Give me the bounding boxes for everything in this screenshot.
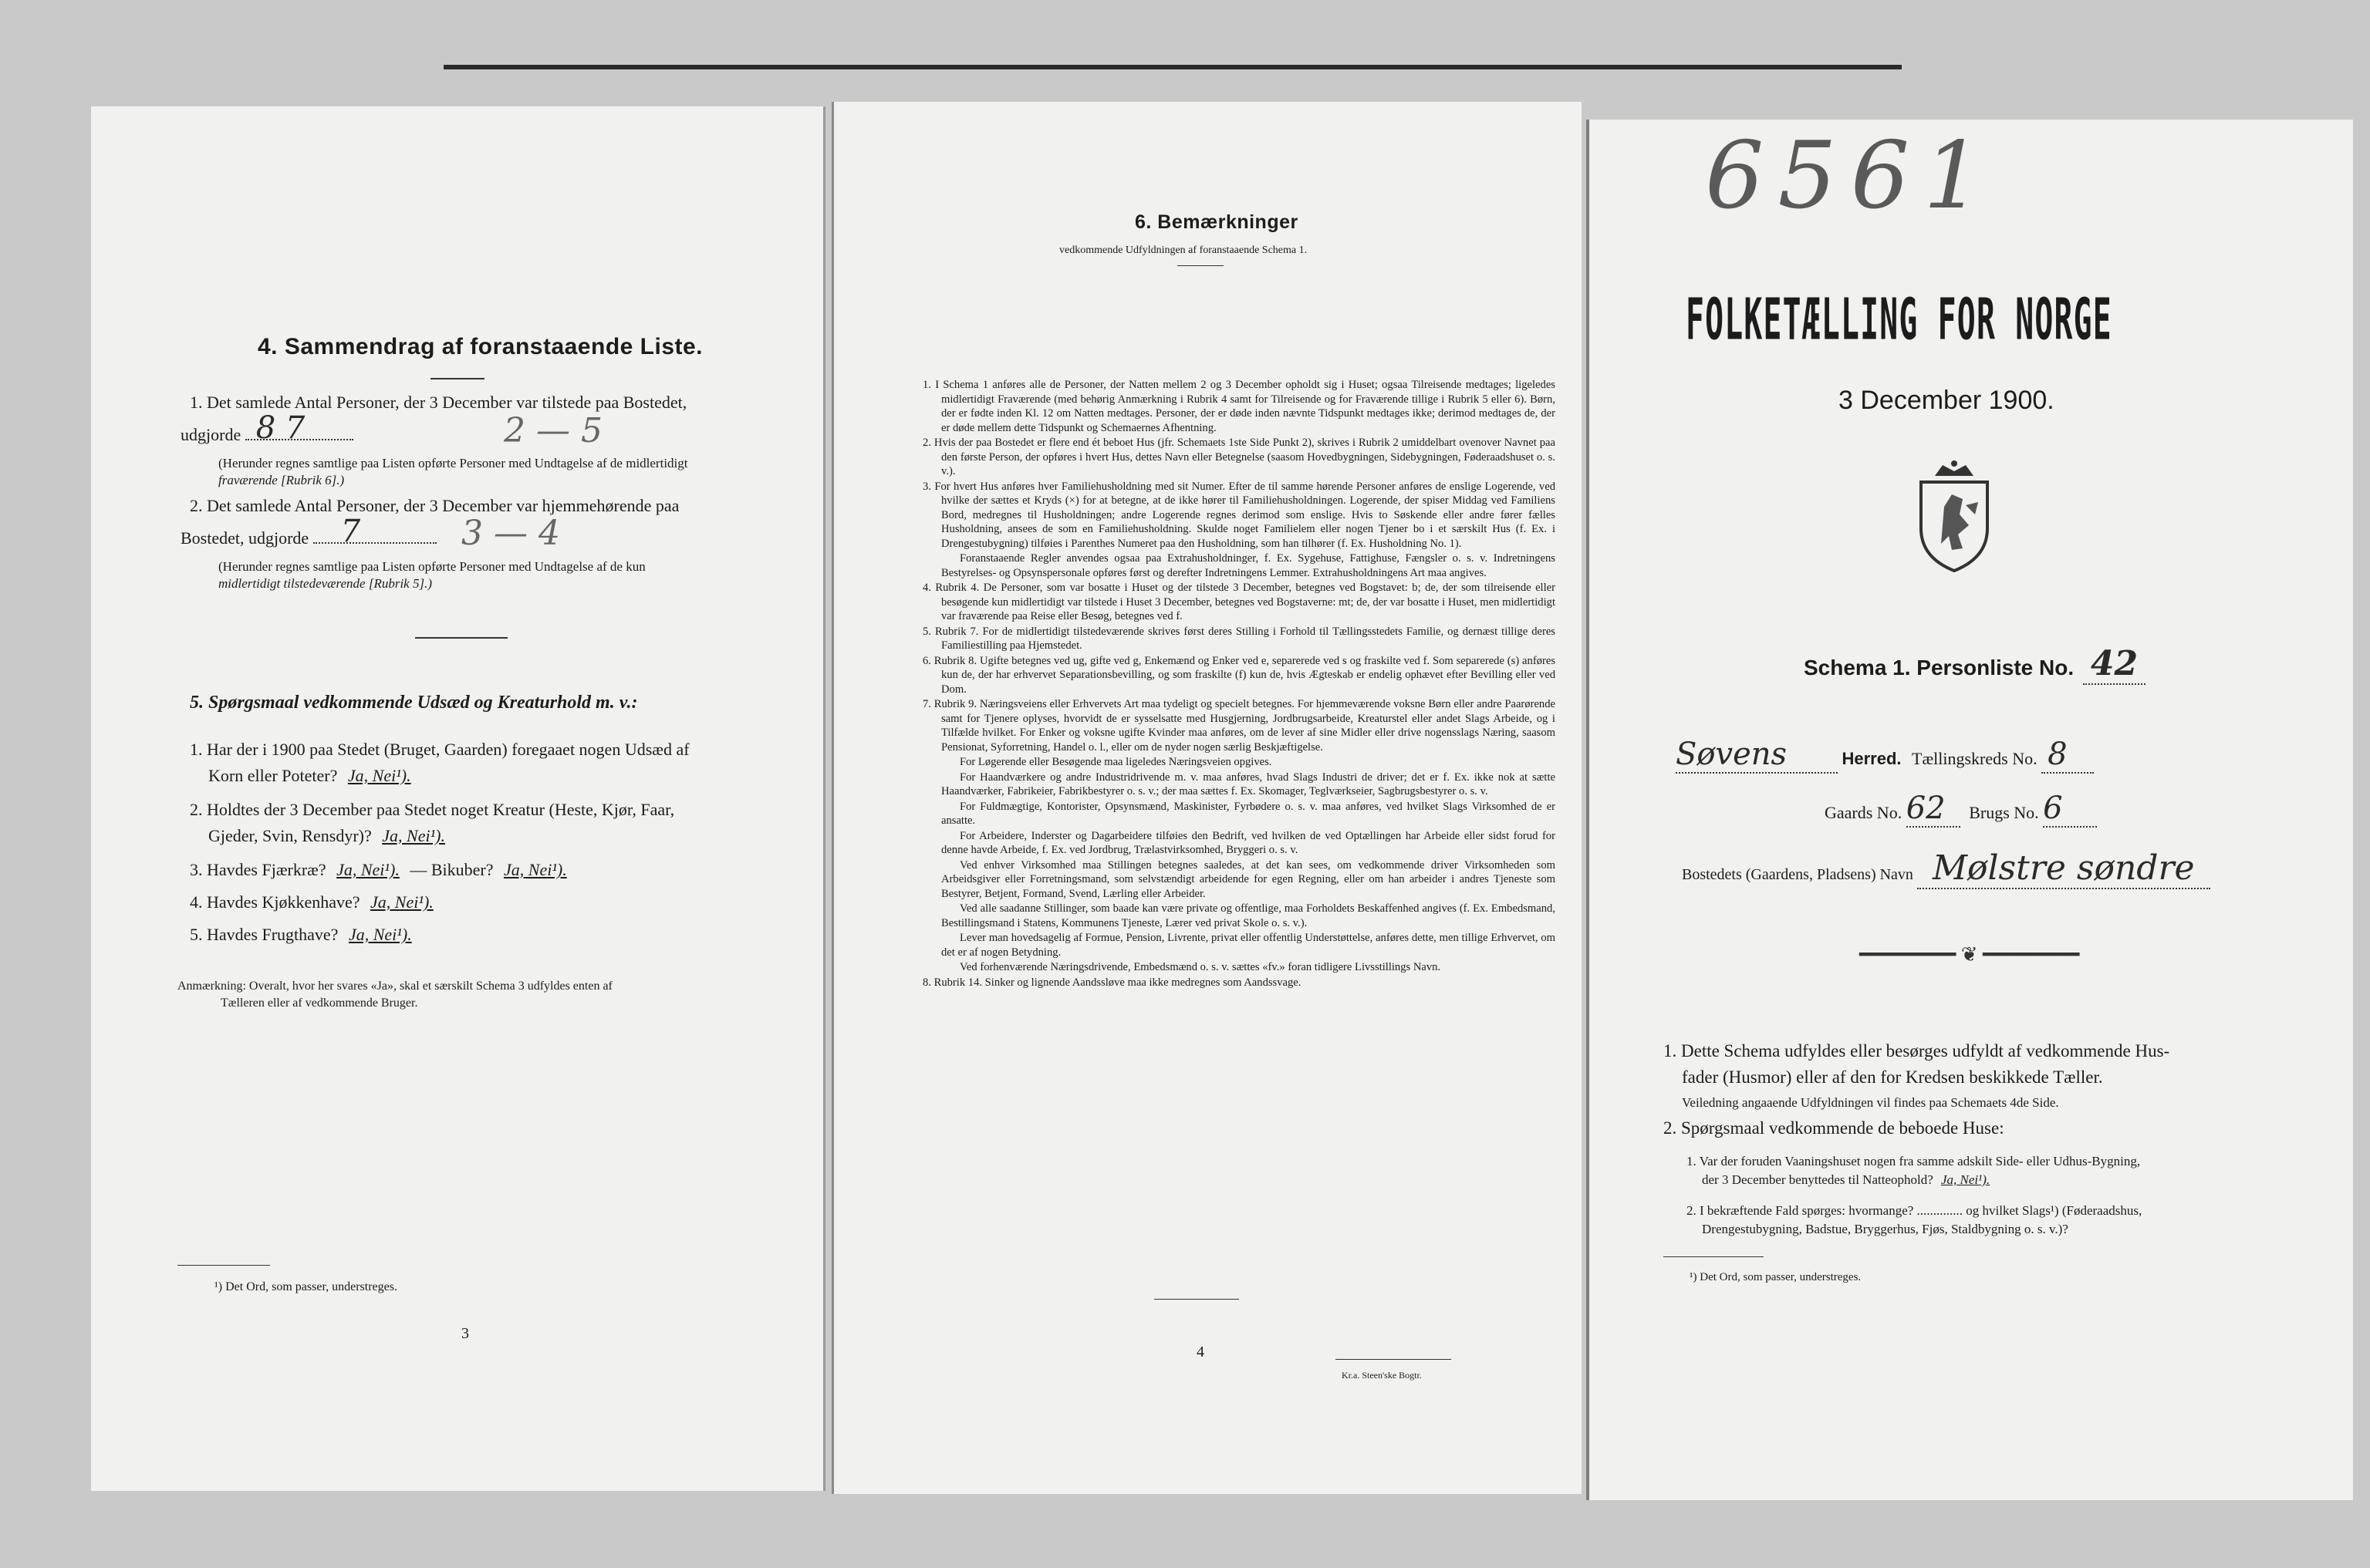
s5-q1-row [208,762,411,790]
gaards-row [1825,791,2097,828]
taellingskreds-value: 8 [2041,737,2094,774]
page-4 [832,102,1582,1494]
remarks-body [923,378,1555,990]
s5-q3b-answer: Ja, Nei¹). [504,860,567,879]
remark-paragraph: 6. Rubrik 8. Ugifte betegnes ved ug, gifte ved g, Enkemænd og Enker ved e, separerede ved s og fraskilte ved f. Som separerede (s) anføres kun de, der har erhvervet Separationsbevilling, og som fraskilte (f) kun de, hvis Ægteskab er endelig ophævet efter Bevilling eller ved Dom. [923,654,1555,696]
q2-pencil-note: 3 — 4 [461,514,560,553]
brugs-label: Brugs No. [1969,803,2039,822]
remark-paragraph: 3. For hvert Hus anføres hver Familiehusholdning med sit Numer. Efter de til samme hørende Personer anføres de enslige Logerende, ved hvilke der sættes et Kryds (×) for at betegne, at de ikke hører til Familiehusholdningen. Logerende, der spiser Middag ved Familiens Bord, medregnes til Husholdningen; andre Logerende regnes derimod som enslige. Hvis to Søskende eller andre fører fælles Husholdning, ansees de som en Familiehusholdning. Skulde noget Familielem eller nogen Tjener bo i et særskilt Hus (f. Ex. i Drengestubygning) tilføies i Parenthes Numeret paa den Husholdning, som han tilhører (f. Ex. Husholdning No. 1). [923,480,1555,550]
footnote-rule [177,1265,270,1266]
s5-q5-row [190,921,412,949]
personliste-number: 42 [2083,644,2145,685]
schema-row [1804,644,2145,683]
q2-note-line1: (Herunder regnes samtlige paa Listen opførte Personer med Undtagelse af de kun [218,559,646,574]
remark-paragraph: Lever man hovedsagelig af Formue, Pension, Livrente, privat eller offentlig Understøttelse, anføres dette, men tillige Erhvervet, om det er af nogen Betydning. [941,932,1555,959]
document-title: FOLKETÆLLING FOR NORGE [1686,288,2112,354]
herred-label: Herred. [1842,749,1902,768]
remark-paragraph: For Fuldmægtige, Kontorister, Opsynsmænd, Maskinister, Fyrbødere o. s. v. maa anføres, ved hvilket Slags Virksomhed de er ansatte. [941,800,1555,827]
q2-note-line2: midlertidigt tilstedeværende [Rubrik 5].) [218,576,432,591]
s5-q3-answer: Ja, Nei¹). [336,860,400,879]
q2-handwritten-value: 7 [340,514,361,549]
title-divider [1177,265,1224,266]
bosted-row [1682,848,2210,889]
page-1-cover [1586,120,2353,1500]
instruction-2-q1-row [1702,1172,1990,1189]
s5-q1-text: 1. Har der i 1900 paa Stedet (Bruget, Gaarden) foregaaet nogen Udsæd af [190,740,690,759]
remark-paragraph: For Haandværkere og andre Industridrivende m. v. maa anføres, hvad Slags Industri de driver; det er f. Ex. ikke nok at sætte Haandværker, Fabrikeier, Fabrikbestyrer o. s. v.; der maa sættes f. Ex. Skomager, Teglværkseier, Sagbrugsbestyrer o. s. v. [941,771,1555,797]
s5-q2-label: Gjeder, Svin, Rensdyr)? [208,826,372,845]
remark-paragraph: For Arbeidere, Inderster og Dagarbeidere tilføies den Bedrift, ved hvilken de ved Optællingen har Arbeide eller sidst forud for denne havde Arbeide, f. Ex. ved Jordbrug, Trælastvirksomhed, Bryggeri o. s. v. [941,829,1555,856]
remarks-subtitle: vedkommende Udfyldningen af foranstaaende Schema 1. [1059,244,1308,256]
page-number: 4 [1197,1344,1204,1361]
q1-text: 1. Det samlede Antal Personer, der 3 December var tilstede paa Bostedet, [190,393,687,412]
printers-ornament-icon: ━━━━━━━━ ❦ ━━━━━━━━ [1859,943,2080,966]
taellingskreds-label: Tællingskreds No. [1912,749,2037,768]
s5-q2-answer: Ja, Nei¹). [382,826,445,845]
gaards-value: 62 [1906,791,1960,828]
printer-imprint: Kr.a. Steen'ske Bogtr. [1342,1370,1422,1381]
remark-paragraph: Ved forhenværende Næringsdrivende, Embedsmænd o. s. v. sættes «fv.» foran tidligere Livsstillings Navn. [960,961,1441,973]
instruction-2-q1-label: der 3 December benyttedes til Natteophold? [1702,1172,1933,1187]
title-divider [430,378,484,379]
q2-text: 2. Det samlede Antal Personer, der 3 December var hjemmehørende paa [190,496,680,515]
norwegian-lion-crest-icon [1912,459,1997,575]
herred-row [1676,737,2094,774]
instruction-1-line2: fader (Husmor) eller af den for Kredsen beskikkede Tæller. [1682,1067,2103,1087]
q1-note-line1: (Herunder regnes samtlige paa Listen opførte Personer med Undtagelse af de midlertidigt [218,456,688,470]
q1-label: udgjorde [181,425,241,444]
s5-q2-row [208,822,445,850]
remark-paragraph: Ved alle saadanne Stillinger, som baade kan være private og offentlige, maa Forholdets Beskaffenhed angives (f. Ex. Embedsmand, Bestillingsmand i Statens, Kommunens Tjeneste, Lærer ved privat Skole o. s. v.). [941,902,1555,929]
printer-rule [1335,1359,1451,1360]
remark-line1: Anmærkning: Overalt, hvor her svares «Ja», skal et særskilt Schema 3 udfyldes enten af [177,980,613,993]
s5-q1-answer: Ja, Nei¹). [347,766,411,785]
q2-answer-row [181,514,437,552]
remark-paragraph: Ved enhver Virksomhed maa Stillingen betegnes saaledes, at det kan sees, om vedkommende driver Virksomheden som Arbeidsgiver eller Forretningsmand, som selvstændigt arbeidende for egen Regning, eller om han arbeider i andres Tjeneste som Bestyrer, Betjent, Formand, Svend, Lærling eller Arbeider. [941,858,1555,900]
s5-q3-label: 3. Havdes Fjærkræ? [190,860,326,879]
q1-note-line2: fraværende [Rubrik 6].) [218,473,345,487]
instruction-2-q2-line1: 2. I bekræftende Fald spørges: hvormange? .............. og hvilket Slags¹) (Føderaadshus, [1686,1203,2142,1218]
section-5-title: 5. Spørgsmaal vedkommende Udsæd og Kreaturhold m. v.: [190,693,638,713]
page-3 [91,106,825,1491]
q1-pencil-note: 2 — 5 [504,411,603,450]
gaards-label: Gaards No. [1825,803,1902,822]
remark-paragraph: 4. Rubrik 4. De Personer, som var bosatte i Huset og der tilstede 3 December, betegnes ved Bogstavet: b; de, der som tilreisende eller besøgende kun midlertidigt var tilstede i Huset 3 December, betegnes ved Bogstaverne: mt; de, der var bosatte i Huset, men midlertidigt var fraværende paa Reise eller Besøg, betegnes ved f. [923,582,1555,622]
s5-q4-answer: Ja, Nei¹). [370,892,434,912]
instruction-1-note: Veiledning angaaende Udfyldningen vil findes paa Schemaets 4de Side. [1682,1095,2059,1110]
remark-paragraph: For Løgerende eller Besøgende maa ligeledes Næringsveien opgives. [960,756,1272,768]
s5-q3b-label: — Bikuber? [410,860,494,879]
top-edge-line [444,65,1902,69]
bosted-value: Mølstre søndre [1917,848,2210,889]
s5-q4-label: 4. Havdes Kjøkkenhave? [190,892,360,912]
s5-q3-row [190,856,567,884]
s5-q4-row [190,889,434,916]
instruction-2: 2. Spørgsmaal vedkommende de beboede Huse: [1663,1118,2004,1138]
section-divider [415,637,508,639]
q2-label: Bostedet, udgjorde [181,528,309,548]
schema-label: Schema 1. Personliste No. [1804,656,2075,679]
page-number: 3 [461,1325,469,1342]
q1-handwritten-value: 8 7 [255,410,306,446]
footnote-rule [1663,1256,1764,1257]
archive-number: 6561 [1705,123,1997,230]
s5-q1-label: Korn eller Poteter? [208,766,338,785]
s5-q5-answer: Ja, Nei¹). [348,925,412,944]
remark-paragraph: 2. Hvis der paa Bostedet er flere end ét beboet Hus (jfr. Schemaets 1ste Side Punkt 2), skrives i Rubrik 2 umiddelbart ovenover Navnet paa den første Person, der opføres i hvert Hus, dettes Navn eller Betegnelse (saasom Hovedbygningen, Sidebygningen, Føderaadshuset o. s. v.). [923,437,1555,477]
q2-fill-line [313,514,437,549]
s5-q2-text: 2. Holdtes der 3 December paa Stedet noget Kreatur (Heste, Kjør, Faar, [190,800,675,819]
footnote: ¹) Det Ord, som passer, understreges. [1690,1271,1862,1283]
section-4-title: 4. Sammendrag af foranstaaende Liste. [258,334,704,359]
remark-paragraph: 7. Rubrik 9. Næringsveiens eller Erhvervets Art maa tydeligt og specielt betegnes. For hjemmeværende voksne Børn eller andre Paarørende samt for Tjenere oplyses, hvorvidt de er sysselsatte med Husgjerning, Jordbrugsarbeide, Kreaturstel eller andet Slags Arbeide, og i Tilfælde hvilket. For Enker og voksne ugifte Kvinder maa anføres, om de lever af sine Midler eller drive nogensslags Næring, saasom Pensionat, Syforretning, Handel o. l., eller om de nyder nogen særlig Beskjæftigelse. [923,698,1555,754]
remark-line2: Tælleren eller af vedkommende Bruger. [221,996,418,1010]
brugs-value: 6 [2043,791,2097,828]
bosted-label: Bostedets (Gaardens, Pladsens) Navn [1682,866,1913,883]
census-date: 3 December 1900. [1838,386,2054,415]
remarks-title: 6. Bemærkninger [1135,211,1298,233]
footnote: ¹) Det Ord, som passer, understreges. [214,1280,397,1293]
remark-paragraph: 5. Rubrik 7. For de midlertidigt tilstedeværende skrives først deres Stilling i Forhold til Tællingsstedets Familie, og dernæst tillige deres Familiestilling paa Hjemstedet. [923,625,1555,652]
bottom-divider [1154,1299,1239,1300]
instruction-1-line1: 1. Dette Schema udfyldes eller besørges udfyldt af vedkommende Hus- [1663,1041,2170,1061]
remark-paragraph: 1. I Schema 1 anføres alle de Personer, der Natten mellem 2 og 3 December opholdt sig i Huset; ogsaa Tilreisende medtages; ligeledes midlertidigt Fraværende (med behørig Anmærkning i Rubrik 4 samt for Tilreisende og for Fraværende tillige i Rubrik 5 eller 6). Børn, der er fødte inden Kl. 12 om Natten medtages. Personer, der er døde inden nævnte Tidspunkt medtages ikke; derimod medtages de, der er døde mellem dette Tidspunkt og Schemaernes Afhentning. [923,379,1555,434]
q1-fill-line [245,410,353,446]
herred-value: Søvens [1676,737,1838,774]
remark-paragraph: 8. Rubrik 14. Sinker og lignende Aandssløve maa ikke medregnes som Aandssvage. [923,976,1301,989]
remark-paragraph: Foranstaaende Regler anvendes ogsaa paa Extrahusholdninger, f. Ex. Sygehuse, Fattighuse, Fængsler o. s. v. Indretningens Bestyrelses- og Opsynspersonale opføres først og derefter Indretningens Lemmer. Extrahusholdningens Art maa angives. [941,552,1555,579]
instruction-2-q1-answer: Ja, Nei¹). [1941,1172,1990,1187]
instruction-2-q2-line2: Drengestubygning, Badstue, Bryggerhus, Fjøs, Staldbygning o. s. v.)? [1702,1222,2068,1236]
s5-q5-label: 5. Havdes Frugthave? [190,925,339,944]
q1-answer-row [181,410,353,449]
instruction-2-q1-line1: 1. Var der foruden Vaaningshuset nogen fra samme adskilt Side- eller Udhus-Bygning, [1686,1154,2141,1168]
